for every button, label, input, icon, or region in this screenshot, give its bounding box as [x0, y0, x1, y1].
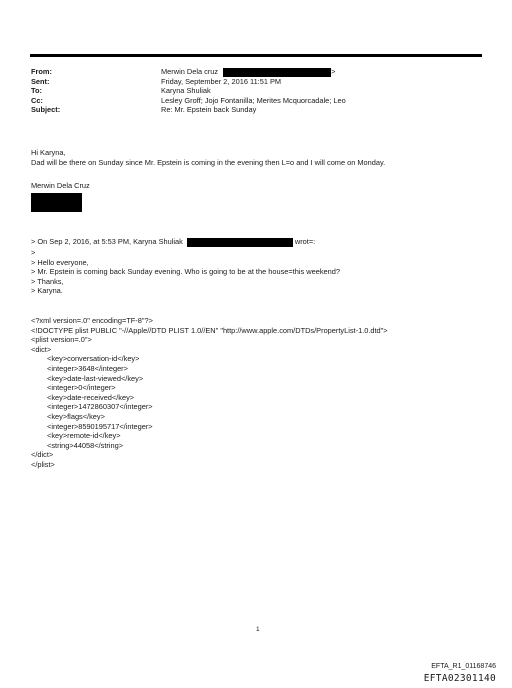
xml-line: <plist version=.0"> — [31, 335, 92, 345]
header-value-suffix: > — [331, 67, 336, 76]
body-line: Dad will be there on Sunday since Mr. Epstein is coming in the evening then L=o and I will come on Monday. — [31, 158, 386, 167]
header-label: Subject: — [31, 105, 61, 115]
quote-intro — [31, 237, 315, 247]
bates-number-primary: EFTA_R1_01168746 — [431, 663, 496, 670]
header-value: Lesley Groff; Jojo Fontanilla; Merites Mcquorcadale; Leo — [161, 95, 346, 105]
page-number: 1 — [256, 626, 260, 633]
header-value: Friday, September 2, 2016 11:51 PM — [161, 76, 282, 86]
header-label: Cc: — [31, 95, 43, 105]
quoted-line: > Hello everyone, — [31, 257, 89, 267]
quoted-line: > Karyna. — [31, 286, 63, 296]
quoted-line: > Thanks, — [31, 276, 64, 286]
redaction-box — [31, 193, 82, 212]
xml-block — [31, 316, 388, 470]
quote-intro-text: > On Sep 2, 2016, at 5:53 PM, Karyna Shuliak — [31, 237, 183, 246]
xml-line: <integer>8590195717</integer> — [47, 421, 153, 431]
quoted-line: > Mr. Epstein is coming back Sunday evening. Who is going to be at the house=this weekend? — [31, 267, 340, 277]
header-value: Re: Mr. Epstein back Sunday — [161, 105, 257, 115]
xml-line: <string>44058</string> — [47, 440, 124, 450]
xml-line: </plist> — [31, 459, 55, 469]
xml-line: <integer>3648</integer> — [47, 363, 128, 373]
quoted-line: > — [31, 248, 36, 257]
quote-intro-suffix: wrot=: — [294, 237, 316, 246]
bates-number-secondary: EFTA02301140 — [423, 673, 496, 684]
header-value: Merwin Dela cruz — [161, 67, 219, 76]
signature-name: Merwin Dela Cruz — [31, 181, 90, 190]
xml-line: </dict> — [31, 450, 54, 460]
header-label: From: — [31, 67, 52, 76]
xml-line: <key>date-last-viewed</key> — [47, 373, 144, 383]
header-value: Karyna Shuliak — [161, 86, 211, 96]
xml-line: <integer>0</integer> — [47, 383, 116, 393]
redaction-box — [187, 238, 293, 247]
xml-inner — [31, 354, 388, 450]
xml-line: <key>remote-id</key> — [47, 431, 121, 441]
greeting: Hi Karyna, — [31, 148, 66, 157]
xml-line: <integer>1472860307</integer> — [47, 402, 153, 412]
header-label: Sent: — [31, 76, 50, 86]
xml-line: <!DOCTYPE plist PUBLIC "-//Apple//DTD PLIST 1.0//EN" "http://www.apple.com/DTDs/PropertyList-1.0.dtd"> — [31, 325, 388, 335]
redaction-box — [223, 68, 331, 77]
xml-line: <key>conversation-id</key> — [47, 354, 140, 364]
xml-line: <dict> — [31, 344, 52, 354]
header-label: To: — [31, 86, 42, 96]
xml-line: <key>flags</key> — [47, 411, 105, 421]
xml-line: <key>date-received</key> — [47, 392, 135, 402]
quoted-message — [31, 248, 340, 296]
xml-line: <?xml version=.0" encoding=TF-8"?> — [31, 316, 153, 325]
header-rule — [30, 54, 482, 57]
